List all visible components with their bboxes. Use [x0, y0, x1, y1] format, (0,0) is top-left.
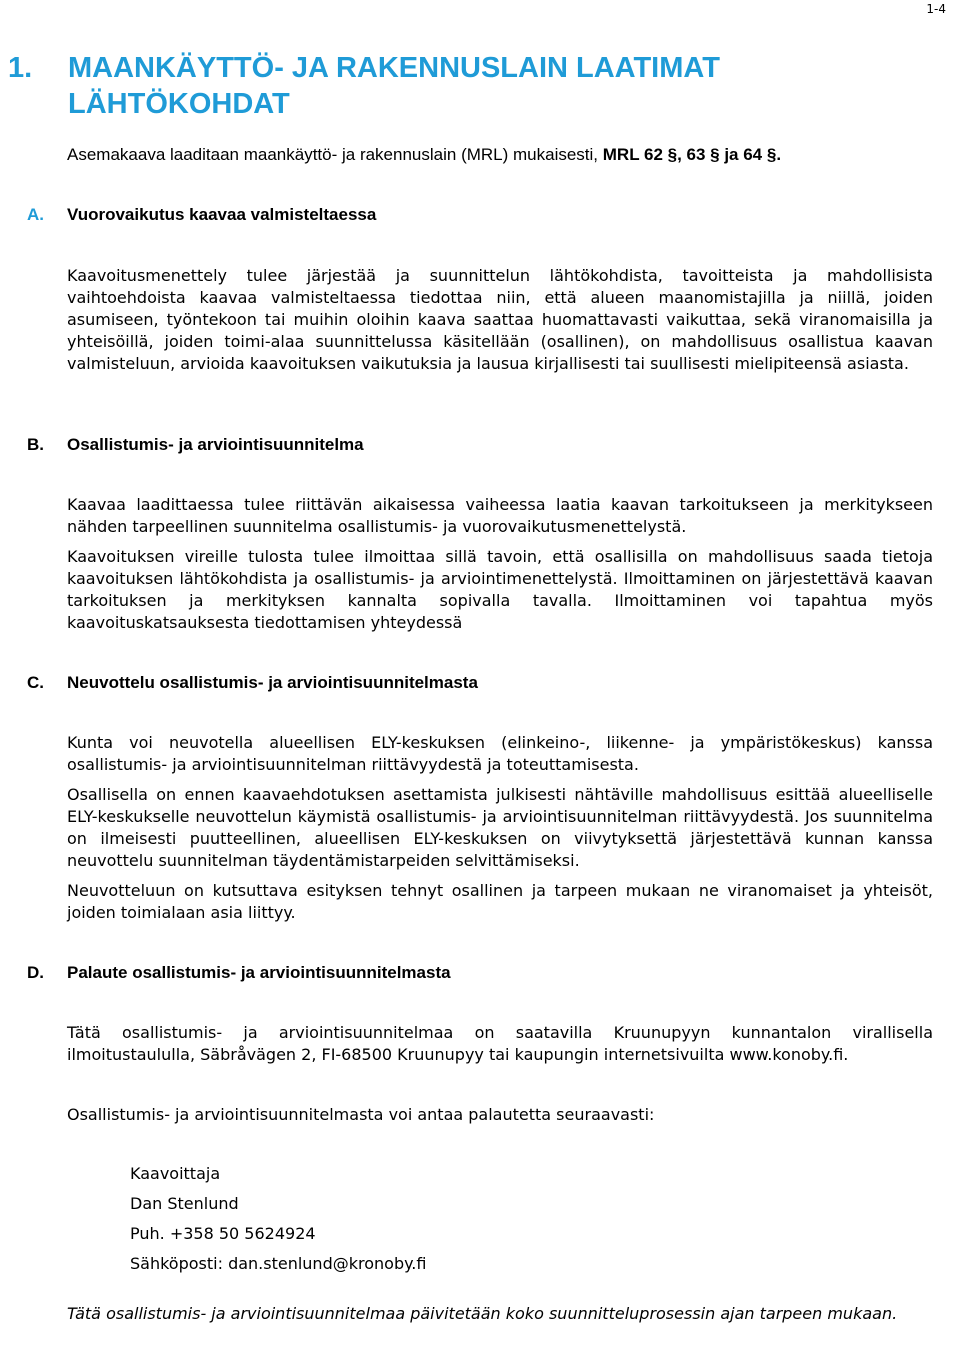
- section-b-title: Osallistumis- ja arviointisuunnitelma: [67, 435, 364, 454]
- contact-role: Kaavoittaja: [130, 1164, 221, 1183]
- section-c-paragraph-3: Neuvotteluun on kutsuttava esityksen tehnyt osallinen ja tarpeen mukaan ne viranomaiset ja yhteisöt, joiden toimialaan asia liittyy.: [67, 881, 933, 922]
- contact-phone: Puh. +358 50 5624924: [130, 1224, 316, 1243]
- section-c-title: Neuvottelu osallistumis- ja arviointisuunnitelmasta: [67, 673, 478, 692]
- section-d-paragraph-1: Tätä osallistumis- ja arviointisuunnitelmaa on saatavilla Kruunupyyn kunnantalon virallisella ilmoitustaululla, Säbråvägen 2, FI-68500 Kruunupyy tai kaupungin internetsivuilta www.konoby.fi.: [67, 1023, 933, 1064]
- section-c-paragraph-1: Kunta voi neuvotella alueellisen ELY-keskuksen (elinkeino-, liikenne- ja ympäristökeskus) kanssa osallistumis- ja arviointisuunnitelman riittävyydestä ja toteuttamisesta.: [67, 733, 933, 774]
- page-number: 1-4: [926, 2, 946, 16]
- section-d-paragraph-2: Osallistumis- ja arviointisuunnitelmasta voi antaa palautetta seuraavasti:: [67, 1105, 655, 1124]
- section-b-paragraph-1: Kaavaa laadittaessa tulee riittävän aikaisessa vaiheessa laatia kaavan tarkoitukseen ja merkitykseen nähden tarpeellinen suunnitelma osallistumis- ja vuorovaikutusmenettelystä.: [67, 495, 933, 536]
- section-a-letter: A.: [27, 205, 44, 224]
- section-d-title: Palaute osallistumis- ja arviointisuunnitelmasta: [67, 963, 451, 982]
- intro-law-refs: MRL 62 §, 63 § ja 64 §.: [602, 145, 782, 164]
- section-d-letter: D.: [27, 963, 44, 982]
- section-b-paragraph-2: Kaavoituksen vireille tulosta tulee ilmoittaa sillä tavoin, että osallisilla on mahdollisuus saada tietoja kaavoituksen lähtökohdista ja osallistumis- ja arviointimenettelystä. Ilmoittaminen on järjestettävä kaavan tarkoituksen ja merkityksen kannalta sopivalla tavalla. Ilmoittaminen voi tapahtua myös kaavoituskatsauksesta tiedottamisen yhteydessä: [67, 547, 933, 632]
- intro-line: [67, 144, 781, 166]
- section-a-title: Vuorovaikutus kaavaa valmisteltaessa: [67, 205, 377, 224]
- section-c-paragraph-2: Osallisella on ennen kaavaehdotuksen asettamista julkisesti nähtäville mahdollisuus esittää alueelliselle ELY-keskukselle neuvottelun käymistä osallistumis- ja arviointisuunnitelman riittävyydestä. Jos suunnitelma on ilmeisesti puutteellinen, alueellisen ELY-keskuksen on viivytyksettä järjestettävä kunnan kanssa neuvottelu suunnitelman täydentämistarpeiden selvittämiseksi.: [67, 785, 933, 870]
- section-a-paragraph: Kaavoitusmenettely tulee järjestää ja suunnittelun lähtökohdista, tavoitteista ja mahdollisista vaihtoehdoista kaavaa valmisteltaessa tiedottaa niin, että alueen maanomistajilla ja niillä, joiden asumiseen, työntekoon tai muihin oloihin kaava saattaa huomattavasti vaikuttaa, sekä viranomaisilla ja yhteisöillä, joiden toimi-alaa suunnittelussa käsitellään (osallinen), on mahdollisuus osallistua kaavan valmisteluun, arvioida kaavoituksen vaikutuksia ja lausua kirjallisesti tai suullisesti mielipiteensä asiasta.: [67, 266, 933, 373]
- footer-note: Tätä osallistumis- ja arviointisuunnitelmaa päivitetään koko suunnitteluprosessin ajan tarpeen mukaan.: [67, 1304, 898, 1323]
- chapter-number: 1.: [8, 52, 33, 84]
- contact-name: Dan Stenlund: [130, 1194, 239, 1213]
- contact-email: Sähköposti: dan.stenlund@kronoby.fi: [130, 1254, 427, 1273]
- section-b-letter: B.: [27, 435, 44, 454]
- intro-text: Asemakaava laaditaan maankäyttö- ja rakennuslain (MRL) mukaisesti,: [67, 145, 603, 164]
- chapter-title: MAANKÄYTTÖ- JA RAKENNUSLAIN LAATIMAT LÄHTÖKOHDAT: [68, 52, 720, 120]
- section-c-letter: C.: [27, 673, 44, 692]
